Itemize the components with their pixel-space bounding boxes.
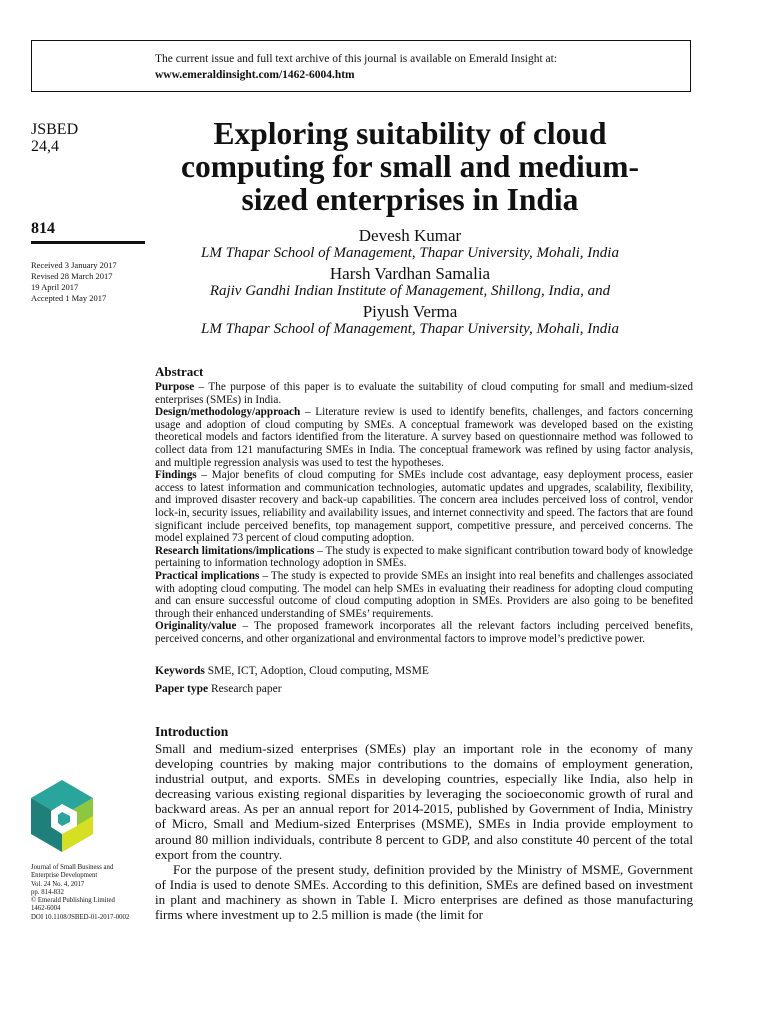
date-revised-2: 19 April 2017 bbox=[31, 282, 79, 292]
citation-line: © Emerald Publishing Limited bbox=[31, 897, 115, 905]
banner-url[interactable]: www.emeraldinsight.com/1462-6004.htm bbox=[155, 69, 355, 81]
paragraph: For the purpose of the present study, definition provided by the Ministry of MSME, Government of India is used to denote SMEs. According to this definition, SMEs are defined based on investment in plant and machinery as shown in Table I. Micro enterprises are defined as those manufacturing firms where investment up to 2.5 million is made (the limit for bbox=[155, 861, 693, 923]
section-text: – Major benefits of cloud computing for SMEs include cost advantage, easy deployment process, easier access to latest information and communication technologies, automatic updates and upgrades, scalability, flexibility, and improved disaster recovery and back-up capabilities. The concern area includes perceived loss of control, vendor lock-in, security issues, reliability and availability issues, and internet connectivity and speed. The factors that are found significant include perceived benefits, top management support, competitive pressure, and perceived concerns. The model explained 73 percent of cloud computing adoption. bbox=[155, 469, 693, 545]
abstract-section bbox=[155, 381, 693, 406]
citation-doi[interactable]: DOI 10.1108/JSBED-01-2017-0002 bbox=[31, 913, 130, 921]
paper-type-label: Paper type bbox=[155, 683, 209, 695]
date-revised: Revised 28 March 2017 bbox=[31, 271, 113, 281]
author-name: Devesh Kumar bbox=[358, 226, 462, 245]
abstract-section bbox=[155, 406, 693, 469]
introduction-body bbox=[155, 741, 693, 922]
submission-dates bbox=[31, 260, 117, 304]
section-label: Practical implications bbox=[155, 569, 260, 582]
section-label: Research limitations/implications bbox=[155, 544, 315, 557]
date-accepted: Accepted 1 May 2017 bbox=[31, 293, 107, 303]
paper-type bbox=[155, 683, 282, 695]
paragraph: Small and medium-sized enterprises (SMEs) play an important role in the economy of many developing countries by making major contributions to the domains of employment generation, industrial output, and exports. SMEs in developing countries, especially like India, also help in decreasing various existing regional disparities by leveraging the socioeconomic growth of rural and backward areas. As per an annual report for 2014-2015, published by Government of India, Ministry of Micro, Small and Medium-sized Enterprises (MSME), SMEs in India provide employment to around 80 million individuals, contribute 8 percent to GDP, and also constitute 40 percent of the total export from the country. bbox=[155, 741, 693, 862]
banner-text: The current issue and full text archive of this journal is available on Emerald Insight at: bbox=[155, 53, 558, 65]
journal-abbrev: JSBED bbox=[31, 121, 79, 138]
section-text: – The study is expected to make significant contribution toward body of knowledge pertaining to information technology adoption in SMEs. bbox=[155, 544, 693, 570]
page-number: 814 bbox=[31, 220, 55, 237]
section-label: Originality/value bbox=[155, 620, 237, 633]
abstract-section bbox=[155, 469, 693, 545]
journal-info bbox=[31, 121, 78, 155]
keywords bbox=[155, 665, 429, 677]
section-label: Purpose bbox=[155, 381, 195, 393]
archive-banner bbox=[31, 40, 691, 92]
citation-line: Enterprise Development bbox=[31, 872, 98, 880]
keywords-label: Keywords bbox=[155, 665, 205, 677]
abstract-section bbox=[155, 545, 693, 570]
margin-rule bbox=[31, 241, 145, 244]
author-name: Harsh Vardhan Samalia bbox=[329, 264, 491, 283]
citation-line: Journal of Small Business and bbox=[31, 864, 114, 871]
author-affiliation: LM Thapar School of Management, Thapar University, Mohali, India bbox=[201, 321, 619, 337]
section-text: – Literature review is used to identify benefits, challenges, and factors concerning usage and adoption of cloud computing by SMEs. A conceptual framework was developed based on the existing theoretical models and factors identified from the literature. A survey based on questionnaire method was followed to collect data from 121 manufacturing SMEs in India. The conceptual framework was refined by using factor analysis, and multiple regression analysis was used to test the hypotheses. bbox=[155, 406, 693, 469]
section-label: Findings bbox=[155, 469, 197, 482]
journal-citation bbox=[31, 864, 149, 922]
abstract-section bbox=[155, 620, 693, 645]
citation-line: pp. 814-832 bbox=[31, 888, 64, 896]
publisher-logo-icon bbox=[31, 780, 93, 852]
section-text: – The proposed framework incorporates all the relevant factors including perceived benefits, perceived concerns, and other organizational and environmental factors to improve model’s predictive power. bbox=[155, 620, 693, 645]
section-text: – The study is expected to provide SMEs an insight into real benefits and challenges associated with adopting cloud computing. The model can help SMEs in evaluating their readiness for adopting cloud computing and can ensure successful outcome of cloud computing adoption in SMEs. Providers are also going to be benefited through their enhanced understanding of SMEs’ requirements. bbox=[155, 569, 693, 620]
paper-title: Exploring suitability of cloud computing for small and medium-sized enterprises in India bbox=[181, 116, 639, 217]
section-text: – The purpose of this paper is to evaluate the suitability of cloud computing for small and medium-sized enterprises (SMEs) in India. bbox=[155, 381, 693, 406]
paper-type-text: Research paper bbox=[208, 683, 282, 695]
keywords-text: SME, ICT, Adoption, Cloud computing, MSME bbox=[204, 665, 429, 677]
date-received: Received 3 January 2017 bbox=[31, 260, 117, 270]
section-label: Design/methodology/approach bbox=[155, 406, 301, 419]
author-affiliation: Rajiv Gandhi Indian Institute of Management, Shillong, India, and bbox=[209, 283, 611, 299]
abstract-heading: Abstract bbox=[155, 364, 204, 379]
author-affiliation: LM Thapar School of Management, Thapar University, Mohali, India bbox=[201, 245, 619, 261]
author-name: Piyush Verma bbox=[362, 302, 458, 321]
journal-volume: 24,4 bbox=[31, 138, 59, 155]
citation-line: Vol. 24 No. 4, 2017 bbox=[31, 880, 85, 888]
abstract-section bbox=[155, 570, 693, 620]
introduction-heading: Introduction bbox=[155, 724, 229, 739]
abstract-body bbox=[155, 381, 693, 645]
citation-line: 1462-6004 bbox=[31, 905, 61, 913]
